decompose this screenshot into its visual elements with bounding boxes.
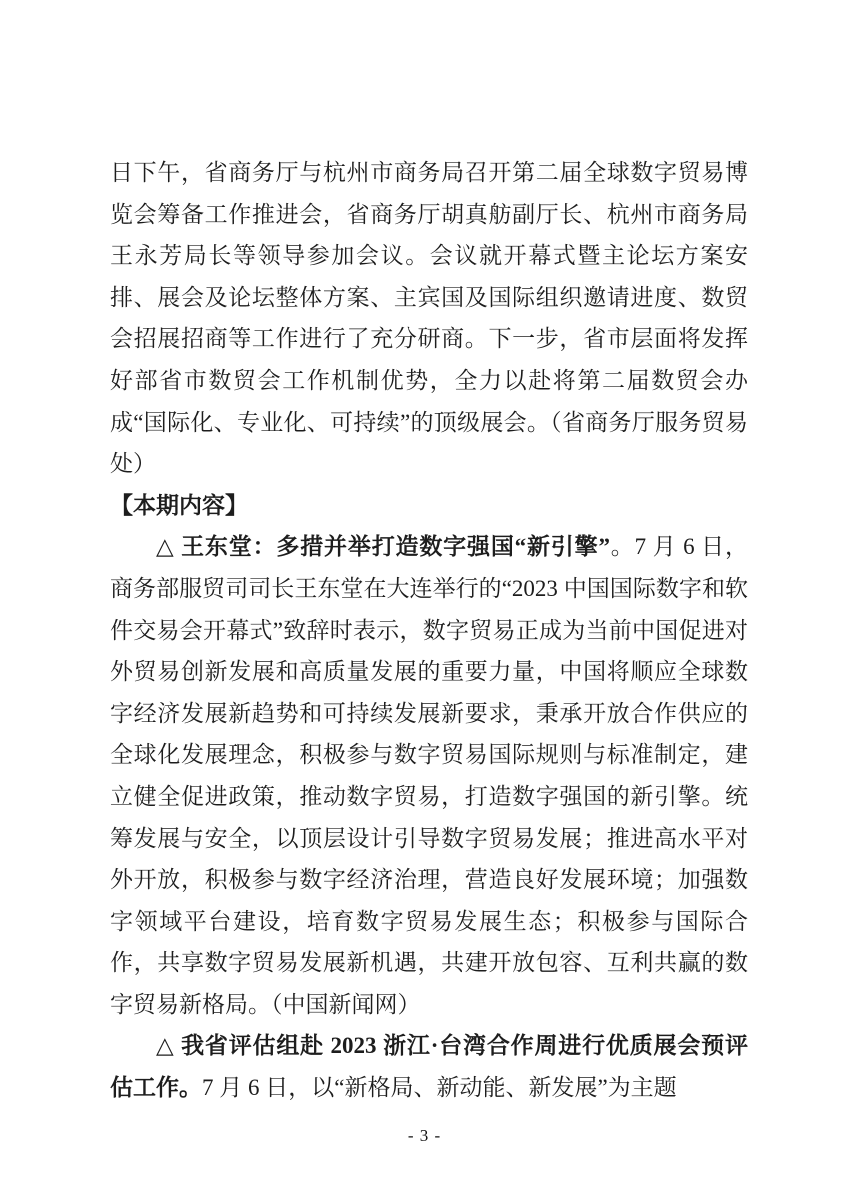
page-number: - 3 - bbox=[407, 1126, 442, 1145]
page-footer bbox=[0, 1124, 849, 1148]
news-item-1-title: △ 王东堂：多措并举打造数字强国“新引擎” bbox=[156, 534, 610, 560]
section-header: 【本期内容】 bbox=[110, 492, 248, 518]
news-item-1-body: 。7 月 6 日，商务部服贸司司长王东堂在大连举行的“2023 中国国际数字和软件交易会开幕式”致辞时表示，数字贸易正成为当前中国促进对外贸易创新发展和高质量发展的重要力量，中国将顺应全球数字经济发展新趋势和可持续发展新要求，秉承开放合作供应的全球化发展理念，积极参与数字贸易国际规则与标准制定，建立健全促进政策，推动数字贸易，打造数字强国的新引擎。统筹发展与安全，以顶层设计引导数字贸易发展；推进高水平对外开放，积极参与数字经济治理，营造良好发展环境；加强数字领域平台建设，培育数字贸易发展生态；积极参与国际合作，共享数字贸易发展新机遇，共建开放包容、互利共赢的数字贸易新格局。（中国新闻网） bbox=[110, 534, 748, 1017]
news-item-2-body: 7 月 6 日，以“新格局、新动能、新发展”为主题 bbox=[202, 1075, 677, 1101]
news-item-2-title: △ 我省评估组赴 2023 浙江·台湾合作周进行优质展会预评估工作。 bbox=[110, 1033, 748, 1101]
news-item-2 bbox=[110, 1025, 748, 1108]
paragraph-text: 日下午，省商务厅与杭州市商务局召开第二届全球数字贸易博览会筹备工作推进会，省商务厅胡真舫副厅长、杭州市商务局王永芳局长等领导参加会议。会议就开幕式暨主论坛方案安排、展会及论坛整体方案、主宾国及国际组织邀请进度、数贸会招展招商等工作进行了充分研商。下一步，省市层面将发挥好部省市数贸会工作机制优势，全力以赴将第二届数贸会办成“国际化、专业化、可持续”的顶级展会。（省商务厅服务贸易处） bbox=[110, 160, 748, 477]
paragraph-continuation bbox=[110, 152, 748, 485]
document-body bbox=[110, 152, 748, 1109]
news-item-1 bbox=[110, 526, 748, 1025]
